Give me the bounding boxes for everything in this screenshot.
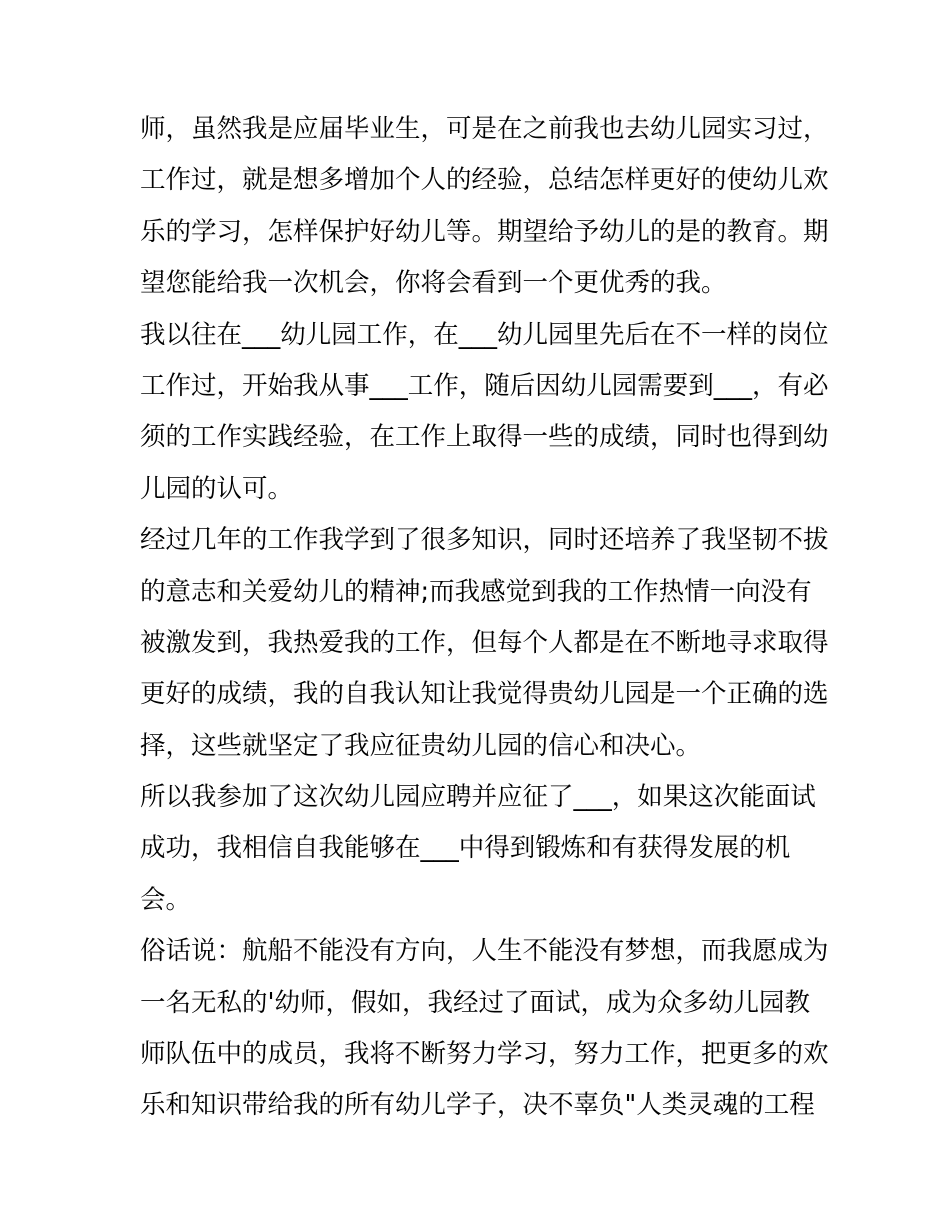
text-line: 乐的学习，怎样保护好幼儿等。期望给予幼儿的是的教育。期 [140, 216, 829, 247]
text-line: 会。 [140, 884, 192, 915]
text-line: 择，这些就坚定了我应征贵幼儿园的信心和决心。 [140, 730, 702, 761]
text-line: 俗话说：航船不能没有方向，人生不能没有梦想，而我愿成为 [140, 936, 829, 967]
body-text [140, 104, 830, 1132]
text-line: 成功，我相信自我能够在___中得到锻炼和有获得发展的机 [140, 833, 791, 864]
text-line: 所以我参加了这次幼儿园应聘并应征了___，如果这次能面试 [140, 782, 816, 813]
text-line: 经过几年的工作我学到了很多知识，同时还培养了我坚韧不拔 [140, 525, 829, 556]
text-line: 我以往在___幼儿园工作，在___幼儿园里先后在不一样的岗位 [140, 319, 829, 350]
text-line: 一名无私的'幼师，假如，我经过了面试，成为众多幼儿园教 [140, 987, 811, 1018]
text-line: 乐和知识带给我的所有幼儿学子，决不辜负"人类灵魂的工程 [140, 1090, 815, 1121]
text-line: 师队伍中的成员，我将不断努力学习，努力工作，把更多的欢 [140, 1039, 829, 1070]
text-line: 更好的成绩，我的自我认知让我觉得贵幼儿园是一个正确的选 [140, 679, 829, 710]
text-line: 儿园的认可。 [140, 473, 294, 504]
text-line: 的意志和关爱幼儿的精神;而我感觉到我的工作热情一向没有 [140, 576, 812, 607]
text-line: 望您能给我一次机会，你将会看到一个更优秀的我。 [140, 268, 727, 299]
text-line: 师，虽然我是应届毕业生，可是在之前我也去幼儿园实习过， [140, 114, 829, 144]
text-line: 工作过，开始我从事___工作，随后因幼儿园需要到___，有必 [140, 370, 829, 401]
text-line: 被激发到，我热爱我的工作，但每个人都是在不断地寻求取得 [140, 627, 829, 658]
text-line: 工作过，就是想多增加个人的经验，总结怎样更好的使幼儿欢 [140, 165, 829, 196]
text-line: 须的工作实践经验，在工作上取得一些的成绩，同时也得到幼 [140, 422, 829, 453]
